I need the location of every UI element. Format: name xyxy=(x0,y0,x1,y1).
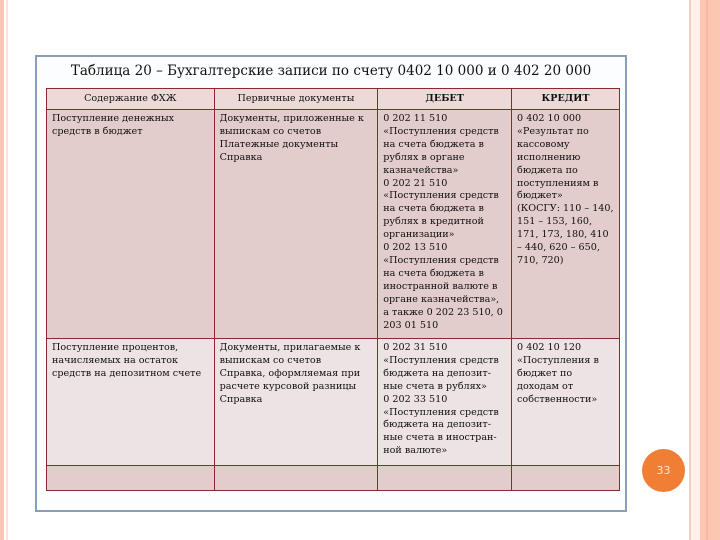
debit-line: 0 202 33 510 xyxy=(383,393,448,405)
accounting-table xyxy=(46,88,620,491)
cell-content: Поступление денежных средств в бюджет xyxy=(47,110,215,339)
header-content: Содержание ФХЖ xyxy=(47,89,215,110)
cell-documents xyxy=(214,110,378,339)
table-row-empty xyxy=(47,466,620,491)
empty-cell xyxy=(214,466,378,491)
debit-line: «Поступления средств на счета бюджета в рублях в органе казначейства» xyxy=(383,125,499,176)
table-frame xyxy=(35,55,627,512)
doc-line: Документы, прилагаемые к выпискам со счетов xyxy=(219,342,361,366)
right-decor-strip xyxy=(700,0,720,540)
doc-line: Платежные документы xyxy=(219,138,339,150)
table-row xyxy=(47,339,620,466)
credit-line: «Поступления в бюджет по доходам от собственности» xyxy=(517,354,599,405)
debit-line: «Поступления средств на счета бюджета в иностранной валюте в органе казначейства», а также 0 202 23 510, 0 203 01 510 xyxy=(383,254,503,331)
debit-line: «Поступления средств на счета бюджета в рублях в кредитной организации» xyxy=(383,190,499,241)
debit-line: 0 202 11 510 xyxy=(383,113,448,124)
right-decor-strip xyxy=(706,0,708,540)
debit-line: «Поступления средств бюджета на депозит-ные счета в рублях» xyxy=(383,354,499,392)
cell-debit xyxy=(378,339,512,466)
table-header-row xyxy=(47,89,620,110)
credit-line: 0 402 10 120 xyxy=(517,342,582,353)
cell-credit xyxy=(512,339,620,466)
credit-line: (КОСГУ: 110 – 140, 151 – 153, 160, 171, 173, 180, 410 – 440, 620 – 650, 710, 720) xyxy=(517,203,614,266)
doc-line: Справка, оформляемая при расчете курсовой разницы xyxy=(219,367,361,392)
right-decor-strip xyxy=(691,0,700,540)
debit-line: 0 202 31 510 xyxy=(383,342,448,353)
header-debit: ДЕБЕТ xyxy=(378,89,512,110)
left-decor-strip xyxy=(0,0,4,540)
empty-cell xyxy=(47,466,215,491)
debit-line: 0 202 21 510 xyxy=(383,177,448,189)
left-decor-strip xyxy=(6,0,8,540)
page-number-badge: 33 xyxy=(642,449,685,492)
cell-credit xyxy=(512,110,620,339)
header-documents: Первичные документы xyxy=(214,89,378,110)
debit-line: «Поступления средств бюджета на депозит-ные счета в иностран-ной валюте» xyxy=(383,406,499,457)
table-title: Таблица 20 – Бухгалтерские записи по счету 0402 10 000 и 0 402 20 000 xyxy=(70,63,592,79)
empty-cell xyxy=(378,466,512,491)
table-row xyxy=(47,110,620,339)
empty-cell xyxy=(512,466,620,491)
header-credit: КРЕДИТ xyxy=(512,89,620,110)
doc-line: Документы, приложенные к выпискам со счетов xyxy=(219,113,364,137)
debit-line: 0 202 13 510 xyxy=(383,242,448,254)
cell-debit xyxy=(378,110,512,339)
cell-content: Поступление процентов, начисляемых на остаток средств на депозитном счете xyxy=(47,339,215,466)
cell-documents xyxy=(214,339,378,466)
credit-line: «Результат по кассовому исполнению бюджета по поступлениям в бюджет» xyxy=(517,125,599,202)
doc-line: Справка xyxy=(219,151,263,163)
credit-line: 0 402 10 000 xyxy=(517,113,582,124)
doc-line: Справка xyxy=(219,393,263,405)
